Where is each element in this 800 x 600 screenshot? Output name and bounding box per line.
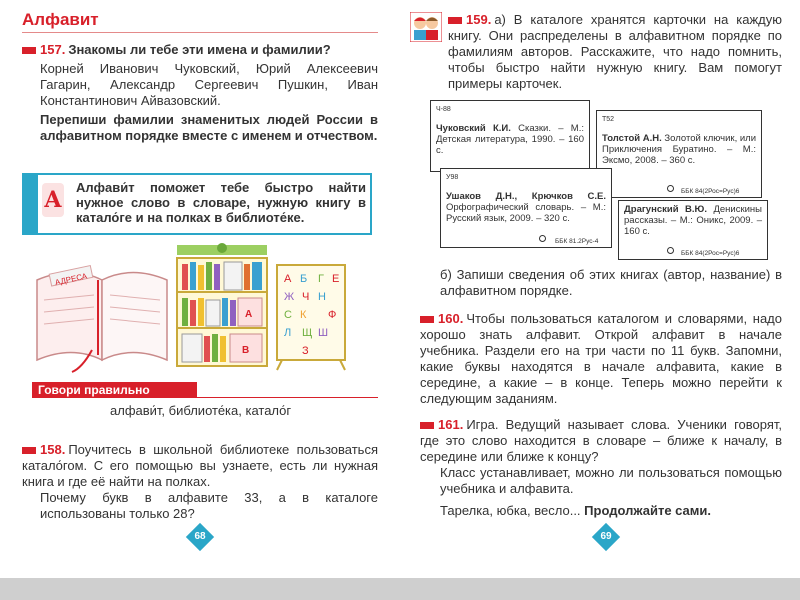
board-letter: Ф bbox=[328, 309, 337, 321]
task-marker-icon bbox=[22, 447, 36, 454]
board-letter: Ч bbox=[302, 291, 310, 303]
card-code: Т52 bbox=[602, 116, 615, 123]
task-157-instruction: Перепиши фамилии знаменитых людей России в алфавитном порядке вместе с именем и отчеством. bbox=[40, 112, 378, 143]
page-number: 68 bbox=[194, 531, 206, 542]
task-160-text bbox=[420, 311, 782, 407]
rule-box bbox=[22, 173, 372, 235]
task-159 bbox=[448, 12, 782, 92]
catalog-cards bbox=[430, 100, 770, 260]
board-letter: Ш bbox=[318, 327, 329, 339]
task-158-question: Почему букв в алфавите 33, а в каталоге использованы только 28? bbox=[40, 490, 378, 521]
right-page bbox=[410, 0, 782, 570]
bookshelf-icon bbox=[177, 243, 267, 366]
card-text: Сказки. – М.: Детская литература, 1990. – 160 с. bbox=[436, 123, 584, 156]
task-160 bbox=[420, 311, 782, 407]
card-author: Драгунский В.Ю. bbox=[624, 204, 707, 215]
left-page bbox=[22, 0, 378, 570]
task-159-part-b: б) Запиши сведения об этих книгах (автор, название) в алфавитном порядке. bbox=[440, 267, 782, 298]
open-book-icon bbox=[37, 266, 167, 372]
task-160-body: Чтобы пользоваться каталогом и словарями, надо хорошо знать алфавит. Открой алфавит в начале учебника. Раздели его на три части по 11 букв. Запомни, какие буквы находятся в начале алфавита, какие в середине, а какие – в конце. Теперь можно перейти к следующим заданиям. bbox=[420, 311, 782, 406]
say-right-label: Говори правильно bbox=[32, 382, 197, 398]
card-hole-icon bbox=[539, 235, 546, 242]
board-letter: А bbox=[284, 273, 292, 285]
pair-work-icon bbox=[410, 12, 442, 42]
card-author: Чуковский К.И. bbox=[436, 123, 511, 134]
task-158-body: Поучитесь в школьной библиотеке пользоваться катало́гом. С его помощью вы узнаете, есть ли нужная книга и где её найти на полках. bbox=[22, 442, 378, 489]
library-illustration bbox=[32, 240, 372, 375]
card-code: Ч-88 bbox=[436, 106, 451, 113]
task-157-question: Знакомы ли тебе эти имена и фамилии? bbox=[68, 42, 331, 57]
task-number: 161. bbox=[438, 417, 464, 432]
letter-board-icon bbox=[277, 265, 345, 370]
task-157-names: Корней Иванович Чуковский, Юрий Алексеевич Гагарин, Александр Сергеевич Пушкин, Иван Константинович Айвазовский. bbox=[40, 61, 378, 108]
card-code: У98 bbox=[446, 174, 459, 181]
task-marker-icon bbox=[420, 316, 434, 323]
catalog-card bbox=[440, 168, 612, 248]
rule-letter-icon: А bbox=[42, 183, 64, 217]
catalog-card bbox=[430, 100, 590, 172]
page-title: Алфавит bbox=[22, 10, 99, 29]
board-letter: К bbox=[300, 309, 307, 321]
board-letter: С bbox=[284, 309, 292, 321]
task-marker-icon bbox=[448, 17, 462, 24]
card-bbk: ББК 84(2Рос=Рус)6 bbox=[681, 250, 740, 257]
say-right-underline bbox=[197, 397, 378, 398]
task-159-body: а) В каталоге хранятся карточки на каждую книгу. Они распределены в алфавитном порядке по фамилиям авторов. Расскажите, что надо помнить, чтобы быстро найти нужную книгу. Вам помогут примеры карточек. bbox=[448, 12, 782, 91]
card-author: Толстой А.Н. bbox=[602, 133, 662, 144]
say-right-words: алфави́т, библиоте́ка, катало́г bbox=[110, 403, 292, 418]
card-text: Денискины рассказы. – М.: Оникс, 2009. – 160 с. bbox=[624, 204, 762, 237]
board-letter: З bbox=[302, 345, 309, 357]
task-number: 159. bbox=[466, 12, 492, 27]
task-161 bbox=[420, 417, 782, 497]
card-hole-icon bbox=[667, 185, 674, 192]
catalog-card bbox=[596, 110, 762, 198]
task-marker-icon bbox=[420, 422, 434, 429]
board-letter: Щ bbox=[302, 327, 313, 339]
board-letter: Ж bbox=[284, 291, 295, 303]
card-hole-icon bbox=[667, 247, 674, 254]
task-157 bbox=[22, 42, 378, 144]
card-text: Орфографический словарь. – М.: Русский язык, 2009. – 320 с. bbox=[446, 202, 606, 224]
task-158-text bbox=[22, 442, 378, 490]
card-bbk: ББК 84(2Рос=Рус)6 bbox=[681, 188, 740, 195]
board-letter: Л bbox=[284, 327, 292, 339]
board-letter: Г bbox=[318, 273, 324, 285]
page-number-badge bbox=[186, 523, 214, 551]
task-159-text bbox=[448, 12, 782, 92]
task-159b bbox=[440, 267, 782, 299]
book-label: АДРЕСА bbox=[54, 271, 88, 288]
card-text: Золотой ключик, или Приключения Буратино. – М.: Эксмо, 2008. – 360 с. bbox=[602, 133, 757, 166]
task-158 bbox=[22, 442, 378, 522]
task-161-samples-row bbox=[440, 503, 711, 518]
title-underline bbox=[22, 32, 378, 33]
task-number: 157. bbox=[40, 42, 66, 57]
task-161-text2: Класс устанавливает, можно ли пользоваться помощью учебника и алфавита. bbox=[440, 465, 782, 496]
page-number-badge bbox=[592, 523, 620, 551]
task-number: 160. bbox=[438, 311, 464, 326]
task-161-continue: Продолжайте сами. bbox=[584, 503, 711, 518]
task-161-text bbox=[420, 417, 782, 465]
board-letter: Е bbox=[332, 273, 340, 285]
shelf-letter: А bbox=[245, 309, 253, 320]
rule-text: Алфави́т поможет тебе быстро найти нужное слово в словаре, нужную книгу в катало́ге и на полках в библиоте́ке. bbox=[76, 180, 366, 225]
board-letter: Н bbox=[318, 291, 326, 303]
task-number: 158. bbox=[40, 442, 66, 457]
task-161-body: Игра. Ведущий называет слова. Ученики говорят, где это слово находится в словаре – ближе к началу, в середине или ближе к концу? bbox=[420, 417, 782, 464]
card-bbk: ББК 81.2Рус-4 bbox=[555, 238, 599, 245]
task-161-samples: Тарелка, юбка, весло... bbox=[440, 503, 581, 518]
task-157-header bbox=[22, 42, 378, 58]
board-letter: Б bbox=[300, 273, 308, 285]
bottom-strip bbox=[0, 578, 800, 600]
task-marker-icon bbox=[22, 47, 36, 54]
card-author: Ушаков Д.Н., Крючков С.Е. bbox=[446, 191, 606, 202]
rule-stripe bbox=[24, 175, 38, 233]
page-number: 69 bbox=[600, 531, 612, 542]
catalog-card bbox=[618, 200, 768, 260]
shelf-letter: В bbox=[242, 345, 250, 356]
